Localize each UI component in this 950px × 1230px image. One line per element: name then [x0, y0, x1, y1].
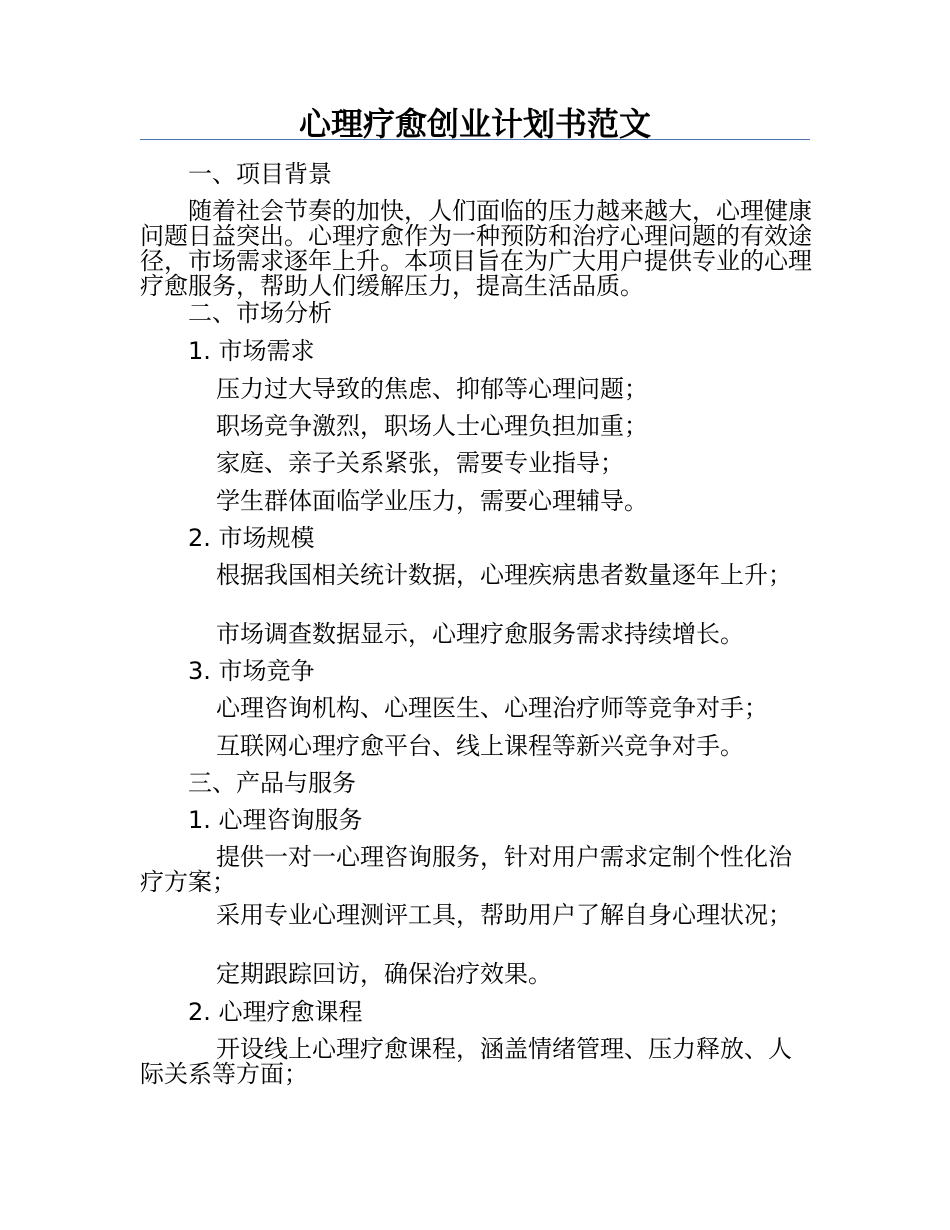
list-item: 互联网心理疗愈平台、线上课程等新兴竞争对手。 — [216, 732, 744, 760]
subheading-market-size: 2. 市场规模 — [188, 524, 315, 552]
list-item: 家庭、亲子关系紧张，需要专业指导； — [216, 449, 624, 477]
list-item-text: 提供一对一心理咨询服务，针对用户需求定制个性化治疗方案； — [140, 843, 792, 896]
section-heading-background: 一、项目背景 — [188, 160, 332, 188]
list-item — [140, 900, 812, 930]
background-paragraph — [140, 199, 812, 299]
list-item: 压力过大导致的焦虑、抑郁等心理问题； — [216, 375, 648, 403]
list-item — [140, 845, 812, 895]
subheading-healing-courses: 2. 心理疗愈课程 — [188, 998, 363, 1026]
list-item: 职场竞争激烈，职场人士心理负担加重； — [216, 412, 648, 440]
subheading-market-competition: 3. 市场竞争 — [188, 657, 315, 685]
list-item — [140, 1037, 812, 1087]
section-heading-products-services: 三、产品与服务 — [188, 769, 356, 797]
list-item-text: 采用专业心理测评工具，帮助用户了解自身心理状况； — [216, 901, 792, 929]
subheading-market-demand: 1. 市场需求 — [188, 337, 315, 365]
background-paragraph-text: 随着社会节奏的加快，人们面临的压力越来越大，心理健康问题日益突出。心理疗愈作为一种预防和治疗心理问题的有效途径，市场需求逐年上升。本项目旨在为广大用户提供专业的心理疗愈服务，帮助人们缓解压力，提高生活品质。 — [140, 197, 812, 300]
list-item: 心理咨询机构、心理医生、心理治疗师等竞争对手； — [216, 694, 768, 722]
document-title: 心理疗愈创业计划书范文 — [298, 105, 651, 143]
section-heading-market-analysis: 二、市场分析 — [188, 299, 332, 327]
list-item — [140, 560, 812, 590]
list-item: 学生群体面临学业压力，需要心理辅导。 — [216, 487, 648, 515]
list-item-text: 根据我国相关统计数据，心理疾病患者数量逐年上升； — [216, 561, 792, 589]
list-item: 定期跟踪回访，确保治疗效果。 — [216, 960, 552, 988]
list-item: 市场调查数据显示，心理疗愈服务需求持续增长。 — [216, 620, 744, 648]
subheading-counseling-service: 1. 心理咨询服务 — [188, 806, 363, 834]
list-item-text: 开设线上心理疗愈课程，涵盖情绪管理、压力释放、人际关系等方面； — [140, 1035, 792, 1088]
title-underline — [140, 139, 810, 140]
